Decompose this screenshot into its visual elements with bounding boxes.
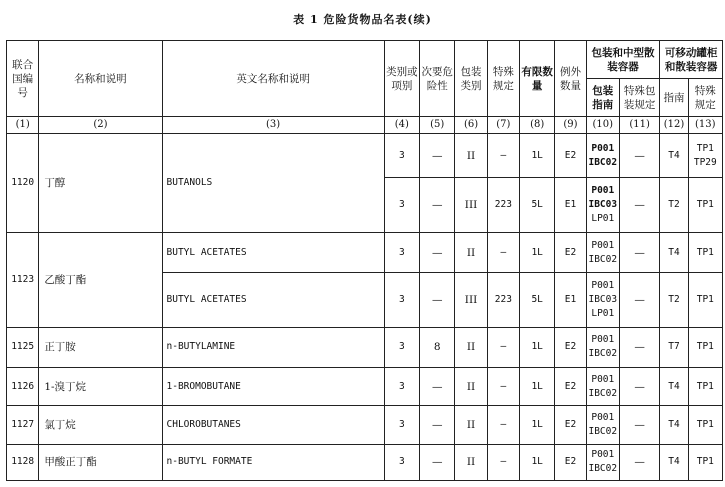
- special-packing-cell: —: [619, 178, 659, 232]
- special-provision-cell: 223: [487, 273, 519, 327]
- subsidiary-risk-cell: —: [420, 273, 455, 327]
- subsidiary-risk-cell: —: [420, 232, 455, 272]
- un-number-cell: 1127: [7, 406, 39, 444]
- packing-instruction-code: LP01: [591, 213, 615, 225]
- subsidiary-risk-cell: —: [420, 406, 455, 444]
- subsidiary-risk-cell: —: [420, 134, 455, 178]
- table-row: [7, 327, 723, 367]
- class-cell: 3: [384, 406, 419, 444]
- packing-instruction-code: IBC03: [588, 293, 618, 305]
- name-cn-cell: 甲酸正丁酯: [39, 444, 162, 480]
- special-provision-cell: —: [487, 232, 519, 272]
- subsidiary-risk-cell: —: [420, 368, 455, 406]
- special-packing-cell: —: [619, 444, 659, 480]
- subsidiary-risk-cell: 8: [420, 327, 455, 367]
- special-provision-cell: —: [487, 134, 519, 178]
- header-packing-group: 包装类别: [455, 41, 487, 117]
- packing-instruction-code: IBC02: [588, 348, 618, 360]
- packing-instruction-cell: [586, 273, 619, 327]
- un-number-cell: 1120: [7, 134, 39, 233]
- header-excepted-quantity: 例外数量: [555, 41, 586, 117]
- header-packaging-ibc: 包装和中型散装容器: [586, 41, 660, 79]
- tank-special-provision-cell: [688, 273, 722, 327]
- special-provision-cell: —: [487, 327, 519, 367]
- class-cell: 3: [384, 134, 419, 178]
- column-index-cell: (5): [420, 117, 455, 134]
- table-row: [7, 444, 723, 480]
- special-provision-cell: —: [487, 406, 519, 444]
- name-cn-cell: 1-溴丁烷: [39, 368, 162, 406]
- column-index-row: [7, 117, 723, 134]
- column-index-cell: (12): [660, 117, 688, 134]
- excepted-quantity-cell: E1: [555, 178, 586, 232]
- packing-instruction-code: LP01: [591, 307, 615, 319]
- special-provision-cell: —: [487, 368, 519, 406]
- column-index-cell: (1): [7, 117, 39, 134]
- packing-instruction-code: P001: [591, 411, 615, 423]
- name-cn-cell: 氯丁烷: [39, 406, 162, 444]
- table-row: [7, 134, 723, 178]
- limited-quantity-cell: 5L: [520, 273, 555, 327]
- header-tank-instruction: 指南: [660, 79, 688, 117]
- packing-group-cell: II: [455, 368, 487, 406]
- tank-special-provision-code: TP1: [696, 380, 714, 392]
- class-cell: 3: [384, 178, 419, 232]
- packing-group-cell: II: [455, 134, 487, 178]
- limited-quantity-cell: 1L: [520, 327, 555, 367]
- special-packing-cell: —: [619, 273, 659, 327]
- special-provision-cell: —: [487, 444, 519, 480]
- packing-instruction-cell: [586, 232, 619, 272]
- special-packing-cell: —: [619, 327, 659, 367]
- tank-instruction-cell: T2: [660, 273, 688, 327]
- name-en-cell: BUTYL ACETATES: [162, 232, 384, 272]
- excepted-quantity-cell: E1: [555, 273, 586, 327]
- table-row: [7, 368, 723, 406]
- un-number-cell: 1125: [7, 327, 39, 367]
- class-cell: 3: [384, 232, 419, 272]
- header-portable-tanks: 可移动罐柜和散装容器: [660, 41, 723, 79]
- header-name-en: 英文名称和说明: [162, 41, 384, 117]
- column-index-cell: (2): [39, 117, 162, 134]
- packing-group-cell: III: [455, 178, 487, 232]
- tank-instruction-cell: T2: [660, 178, 688, 232]
- packing-instruction-code: P001: [591, 373, 615, 385]
- packing-instruction-cell: [586, 406, 619, 444]
- special-packing-cell: —: [619, 406, 659, 444]
- column-index-cell: (10): [586, 117, 619, 134]
- header-name-cn: 名称和说明: [39, 41, 162, 117]
- tank-special-provision-code: TP1: [696, 418, 714, 430]
- packing-instruction-code: P001: [591, 279, 615, 291]
- packing-instruction-cell: [586, 444, 619, 480]
- packing-instruction-code: IBC02: [588, 156, 618, 168]
- un-number-cell: 1128: [7, 444, 39, 480]
- name-en-cell: BUTANOLS: [162, 134, 384, 233]
- packing-group-cell: II: [455, 232, 487, 272]
- column-index-cell: (13): [688, 117, 722, 134]
- limited-quantity-cell: 1L: [520, 444, 555, 480]
- packing-instruction-code: IBC02: [588, 425, 618, 437]
- subsidiary-risk-cell: —: [420, 444, 455, 480]
- column-index-cell: (9): [555, 117, 586, 134]
- tank-instruction-cell: T4: [660, 444, 688, 480]
- header-class: 类别或项别: [384, 41, 419, 117]
- excepted-quantity-cell: E2: [555, 134, 586, 178]
- tank-special-provision-cell: [688, 327, 722, 367]
- excepted-quantity-cell: E2: [555, 327, 586, 367]
- name-en-cell: CHLOROBUTANES: [162, 406, 384, 444]
- tank-special-provision-code: TP1: [696, 293, 714, 305]
- column-index-cell: (8): [520, 117, 555, 134]
- excepted-quantity-cell: E2: [555, 406, 586, 444]
- packing-instruction-cell: [586, 327, 619, 367]
- limited-quantity-cell: 1L: [520, 368, 555, 406]
- excepted-quantity-cell: E2: [555, 232, 586, 272]
- packing-instruction-cell: [586, 134, 619, 178]
- tank-special-provision-code: TP1: [696, 142, 714, 154]
- header-packing-instruction: 包装指南: [586, 79, 619, 117]
- dangerous-goods-table-container: [6, 40, 723, 481]
- packing-group-cell: III: [455, 273, 487, 327]
- packing-instruction-cell: [586, 178, 619, 232]
- name-en-cell: n-BUTYL FORMATE: [162, 444, 384, 480]
- packing-group-cell: II: [455, 327, 487, 367]
- un-number-cell: 1123: [7, 232, 39, 327]
- column-index-cell: (6): [455, 117, 487, 134]
- limited-quantity-cell: 5L: [520, 178, 555, 232]
- class-cell: 3: [384, 327, 419, 367]
- special-packing-cell: —: [619, 134, 659, 178]
- tank-special-provision-cell: [688, 232, 722, 272]
- column-index-cell: (7): [487, 117, 519, 134]
- tank-special-provision-cell: [688, 134, 722, 178]
- tank-special-provision-code: TP1: [696, 341, 714, 353]
- packing-instruction-code: P001: [591, 334, 615, 346]
- un-number-cell: 1126: [7, 368, 39, 406]
- packing-instruction-code: P001: [591, 185, 615, 197]
- packing-instruction-code: P001: [591, 449, 615, 461]
- header-special-packing-provisions: 特殊包装规定: [619, 79, 659, 117]
- tank-special-provision-code: TP1: [696, 199, 714, 211]
- packing-instruction-code: IBC03: [588, 199, 618, 211]
- table-row: [7, 232, 723, 272]
- header-un-no: 联合国编号: [7, 41, 39, 117]
- packing-instruction-code: IBC02: [588, 253, 618, 265]
- special-provision-cell: 223: [487, 178, 519, 232]
- tank-instruction-cell: T4: [660, 134, 688, 178]
- name-cn-cell: 乙酸丁酯: [39, 232, 162, 327]
- header-special-provisions: 特殊规定: [487, 41, 519, 117]
- tank-instruction-cell: T7: [660, 327, 688, 367]
- tank-instruction-cell: T4: [660, 406, 688, 444]
- excepted-quantity-cell: E2: [555, 444, 586, 480]
- excepted-quantity-cell: E2: [555, 368, 586, 406]
- column-index-cell: (3): [162, 117, 384, 134]
- name-en-cell: 1-BROMOBUTANE: [162, 368, 384, 406]
- column-index-cell: (11): [619, 117, 659, 134]
- packing-instruction-code: IBC02: [588, 463, 618, 475]
- tank-special-provision-cell: [688, 178, 722, 232]
- name-en-cell: n-BUTYLAMINE: [162, 327, 384, 367]
- packing-instruction-code: P001: [591, 239, 615, 251]
- packing-instruction-cell: [586, 368, 619, 406]
- name-cn-cell: 丁醇: [39, 134, 162, 233]
- packing-instruction-code: P001: [591, 142, 615, 154]
- packing-group-cell: II: [455, 444, 487, 480]
- class-cell: 3: [384, 444, 419, 480]
- packing-group-cell: II: [455, 406, 487, 444]
- special-packing-cell: —: [619, 368, 659, 406]
- packing-instruction-code: IBC02: [588, 387, 618, 399]
- special-packing-cell: —: [619, 232, 659, 272]
- tank-instruction-cell: T4: [660, 232, 688, 272]
- tank-special-provision-code: TP1: [696, 246, 714, 258]
- header-subsidiary-risk: 次要危险性: [420, 41, 455, 117]
- class-cell: 3: [384, 273, 419, 327]
- tank-special-provision-cell: [688, 444, 722, 480]
- class-cell: 3: [384, 368, 419, 406]
- tank-instruction-cell: T4: [660, 368, 688, 406]
- limited-quantity-cell: 1L: [520, 232, 555, 272]
- header-limited-quantity: 有限数量: [520, 41, 555, 117]
- name-en-cell: BUTYL ACETATES: [162, 273, 384, 327]
- dangerous-goods-table: [6, 40, 723, 481]
- tank-special-provision-cell: [688, 406, 722, 444]
- subsidiary-risk-cell: —: [420, 178, 455, 232]
- limited-quantity-cell: 1L: [520, 134, 555, 178]
- tank-special-provision-code: TP29: [693, 156, 717, 168]
- column-index-cell: (4): [384, 117, 419, 134]
- header-tank-special-provisions: 特殊规定: [688, 79, 722, 117]
- limited-quantity-cell: 1L: [520, 406, 555, 444]
- tank-special-provision-code: TP1: [696, 456, 714, 468]
- table-row: [7, 406, 723, 444]
- tank-special-provision-cell: [688, 368, 722, 406]
- name-cn-cell: 正丁胺: [39, 327, 162, 367]
- table-title: 表 1 危险货物品名表(续): [293, 13, 432, 26]
